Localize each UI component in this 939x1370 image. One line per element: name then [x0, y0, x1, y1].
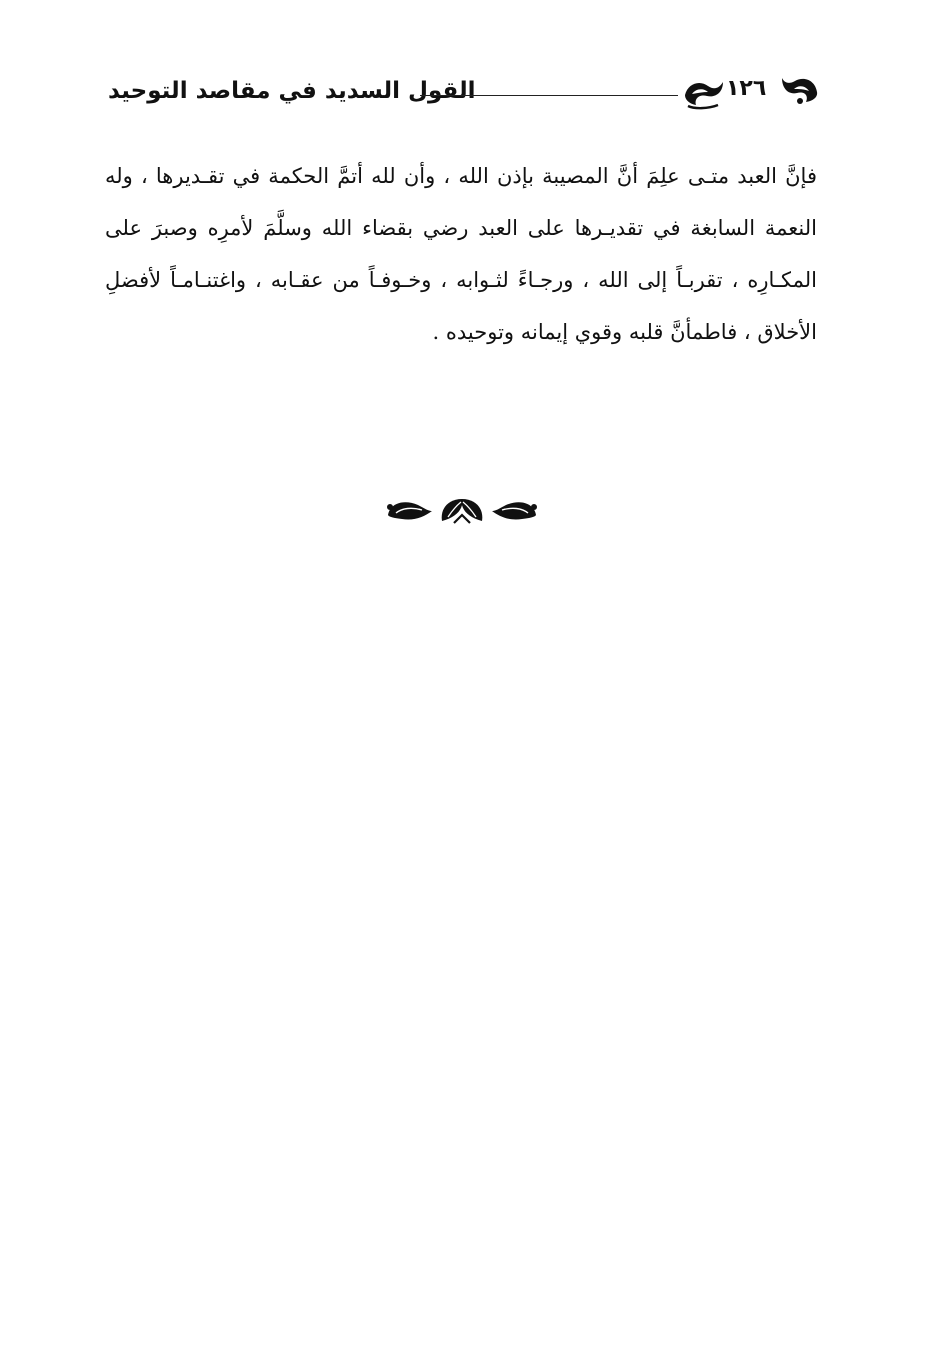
- leaf-divider-icon: [384, 493, 540, 529]
- page-header: [100, 70, 820, 118]
- header-rule: [420, 95, 678, 96]
- page-number: ١٢٦: [726, 76, 767, 101]
- running-title: القول السديد في مقاصد التوحيد: [108, 78, 476, 104]
- body-paragraph: فإنَّ العبد متـى علِمَ أنَّ المصيبة بإذن الله ، وأن لله أتمَّ الحكمة في تقـديرها ، وله النعمة السابغة في تقديـرها على العبد رضي بقضاء الله وسلَّمَ لأمرِه وصبرَ على المكـارِه ، تقربـاً إلى الله ، ورجـاءً لثـوابه ، وخـوفـاً من عقـابه ، واغتنـامـاً لأفضلِ الأخلاق ، فاطمأنَّ قلبه وقوي إيمانه وتوحيده .: [105, 164, 817, 344]
- floral-ornament-icon: [780, 74, 820, 110]
- floral-ornament-icon: [682, 78, 726, 112]
- page-number-group: [680, 70, 820, 118]
